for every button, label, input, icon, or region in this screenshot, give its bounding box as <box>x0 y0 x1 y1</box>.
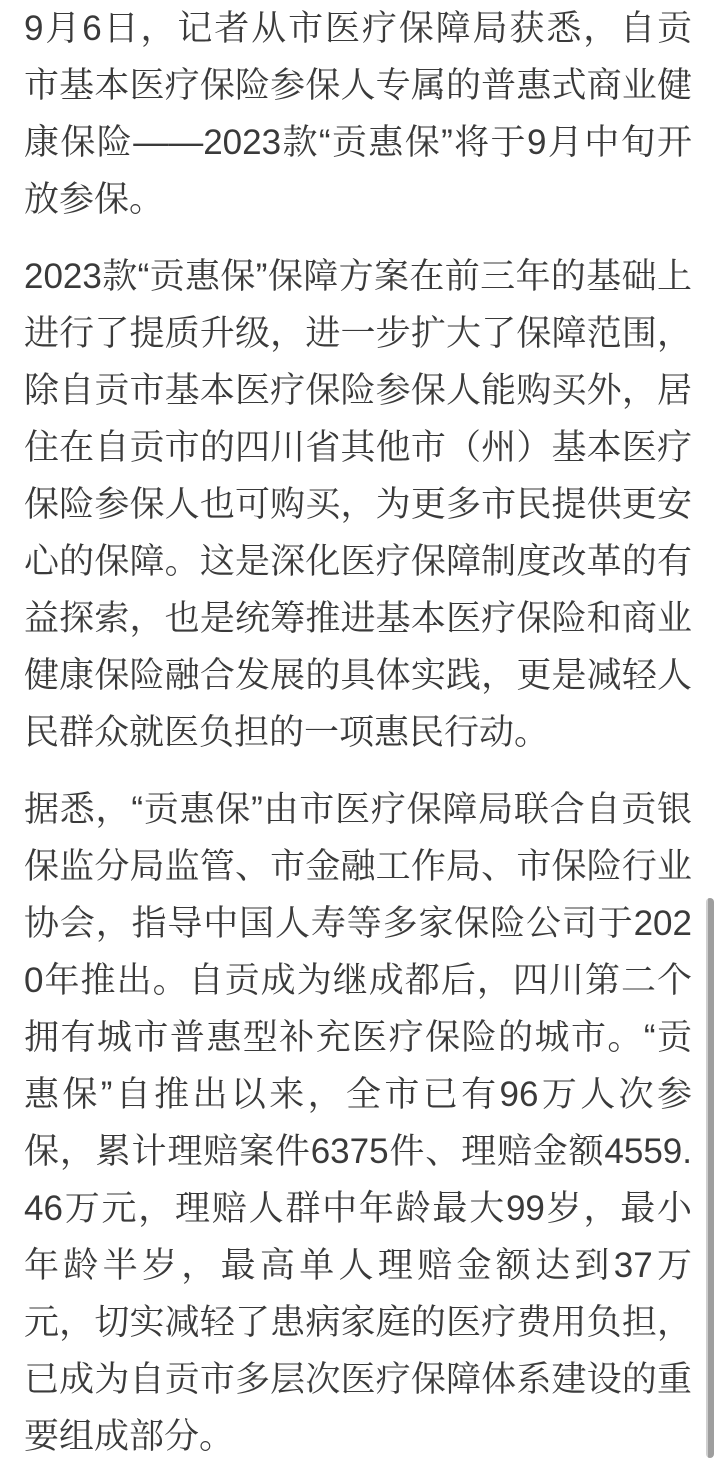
scrollbar-thumb[interactable] <box>706 898 714 1458</box>
article-paragraph: 据悉，“贡惠保”由市医疗保障局联合自贡银保监分局监管、市金融工作局、市保险行业协会，指导中国人寿等多家保险公司于2020年推出。自贡成为继成都后，四川第二个拥有城市普惠型补充医疗保险的城市。“贡惠保”自推出以来，全市已有96万人次参保，累计理赔案件6375件、理赔金额4559.46万元，理赔人群中年龄最大99岁，最小年龄半岁，最高单人理赔金额达到37万元，切实减轻了患病家庭的医疗费用负担，已成为自贡市多层次医疗保障体系建设的重要组成部分。 <box>24 790 692 1456</box>
article-paragraph: 9月6日，记者从市医疗保障局获悉，自贡市基本医疗保险参保人专属的普惠式商业健康保险——2023款“贡惠保”将于9月中旬开放参保。 <box>24 9 692 219</box>
article-paragraph: 2023款“贡惠保”保障方案在前三年的基础上进行了提质升级，进一步扩大了保障范围，除自贡市基本医疗保险参保人能购买外，居住在自贡市的四川省其他市（州）基本医疗保险参保人也可购买，为更多市民提供更安心的保障。这是深化医疗保障制度改革的有益探索，也是统筹推进基本医疗保险和商业健康保险融合发展的具体实践，更是减轻人民群众就医负担的一项惠民行动。 <box>24 257 692 752</box>
